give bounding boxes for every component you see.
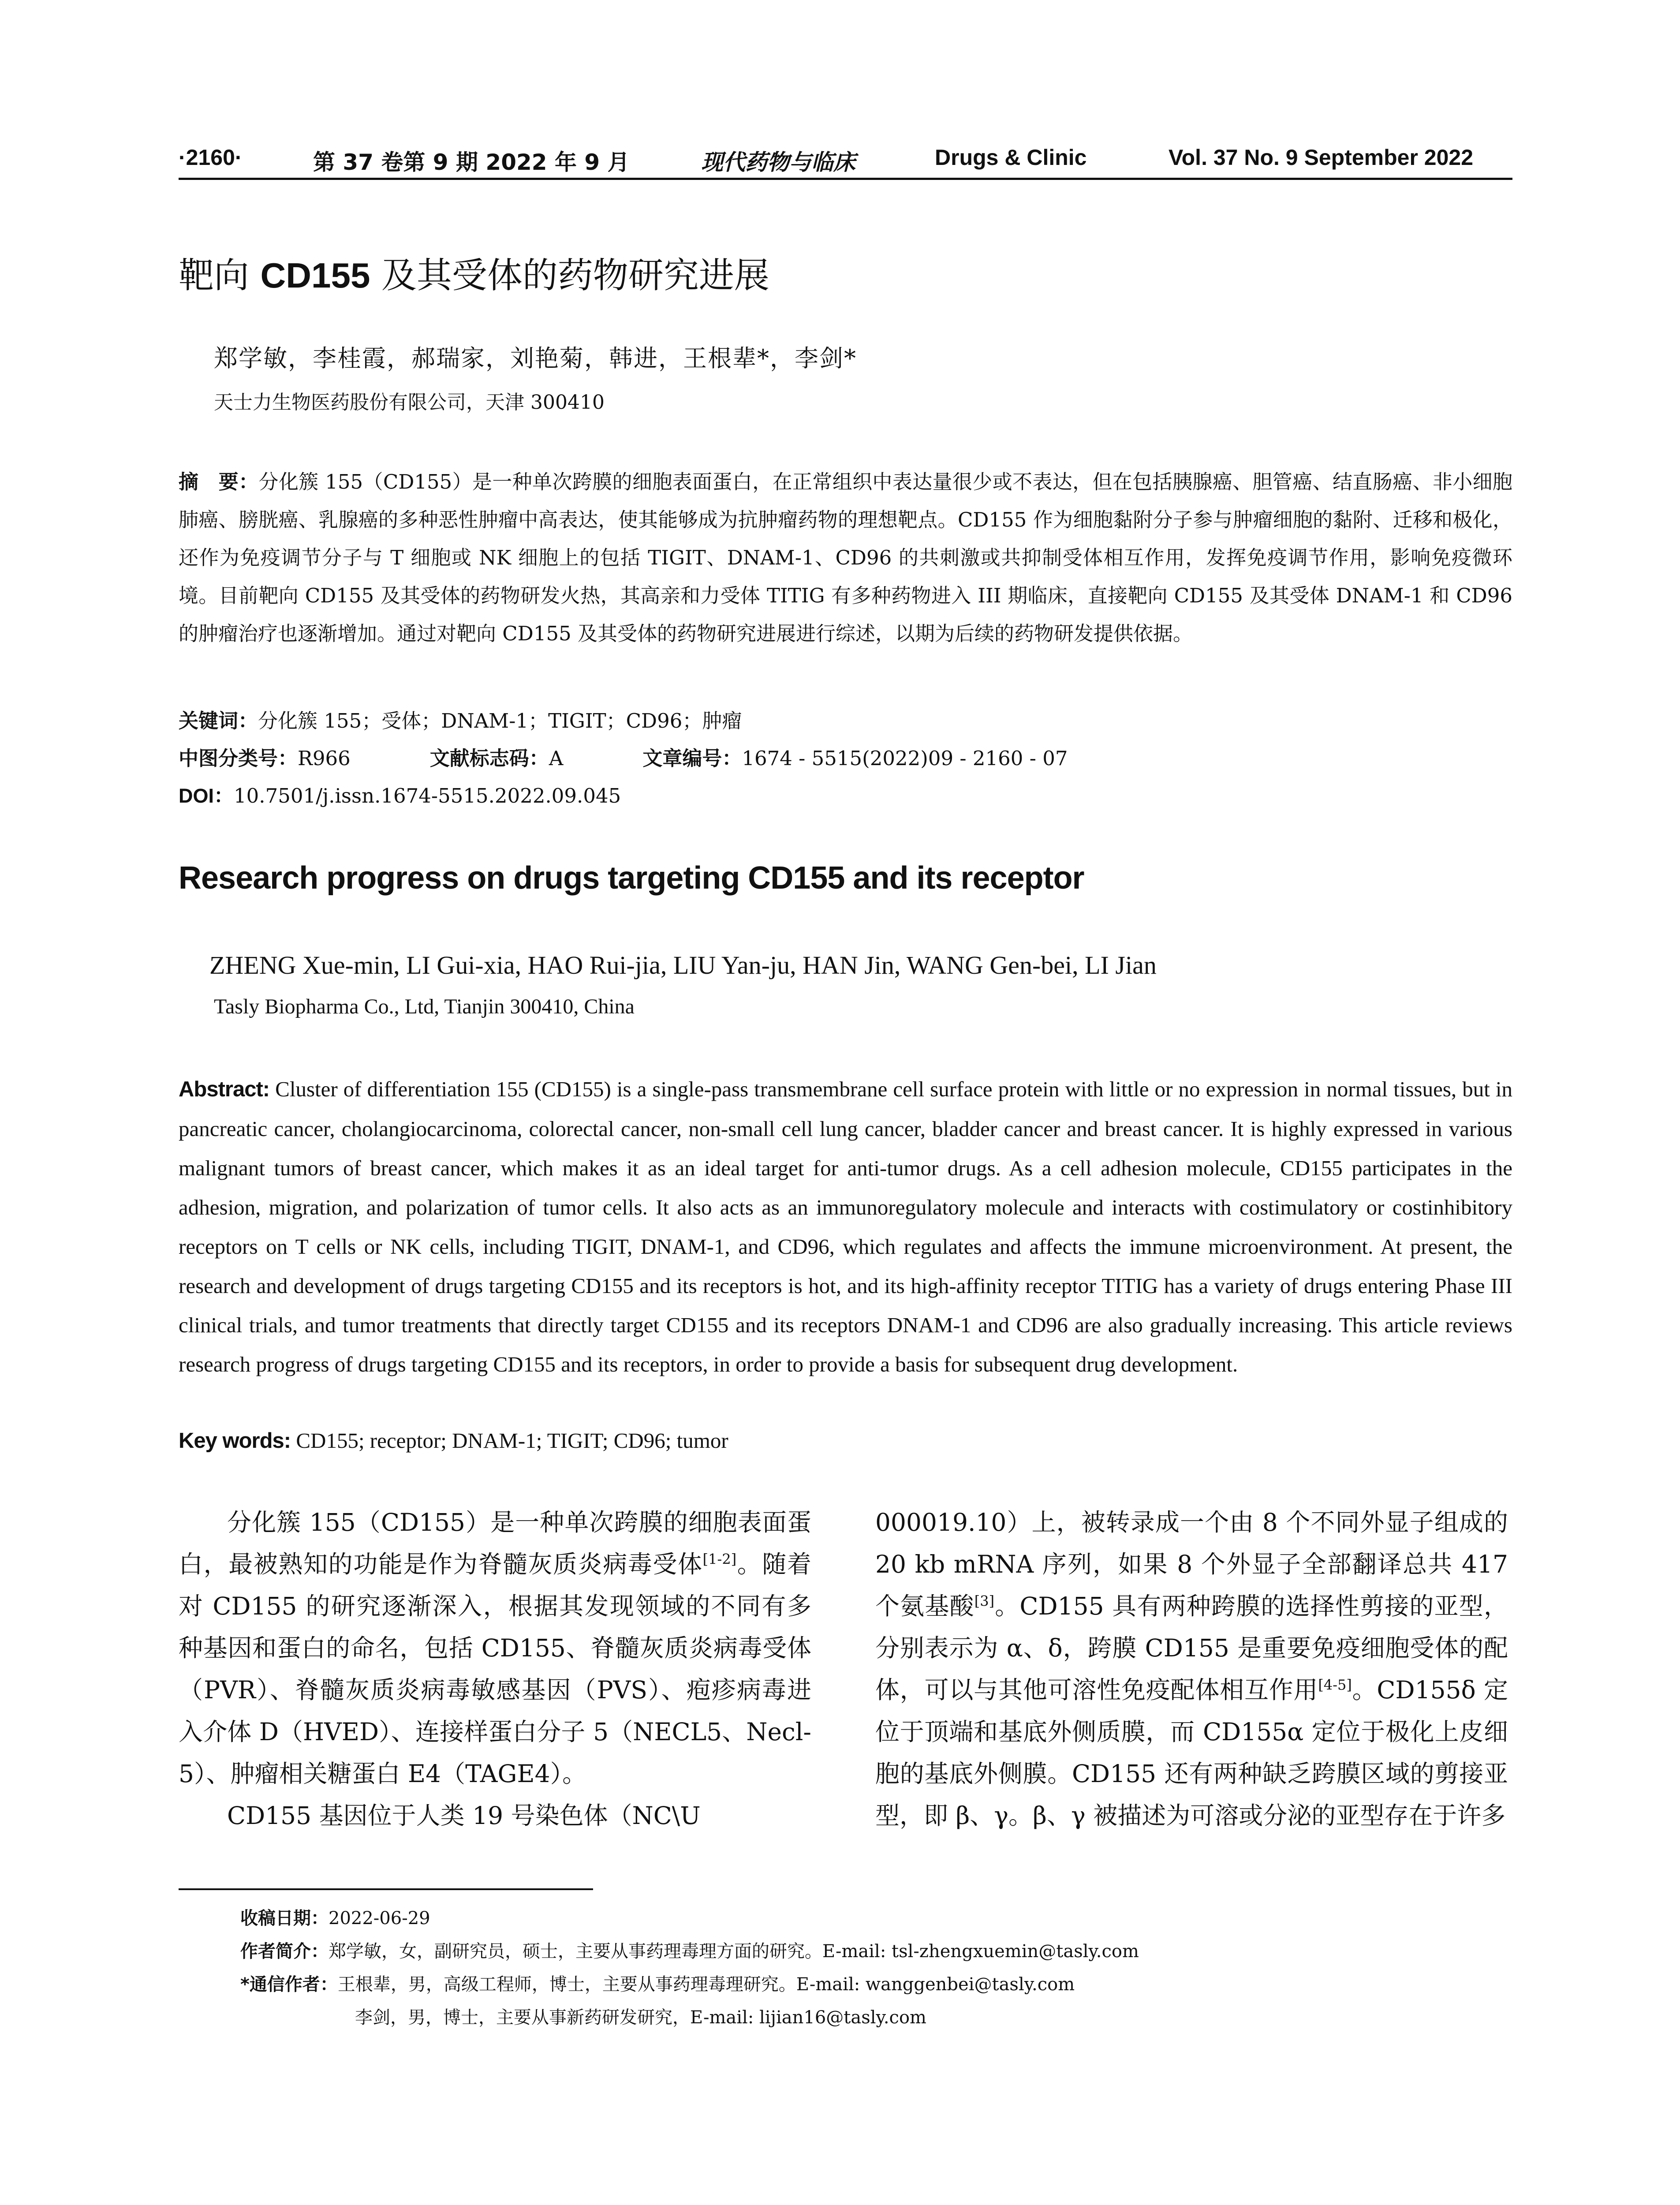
issue-en: Vol. 37 No. 9 September 2022: [1169, 145, 1474, 170]
citation-ref[interactable]: [1-2]: [702, 1551, 737, 1568]
footnote-corresponding-2: 李剑，男，博士，主要从事新药研发研究，E-mail: lijian16@tasly.com: [355, 2007, 926, 2028]
english-authors: ZHENG Xue-min, LI Gui-xia, HAO Rui-jia, LIU Yan-ju, HAN Jin, WANG Gen-bei, LI Jian: [209, 951, 1157, 979]
header-rule: [179, 178, 1512, 180]
english-title: Research progress on drugs targeting CD155 and its receptor: [179, 860, 1084, 896]
abstract-text-en: Cluster of differentiation 155 (CD155) is a single-pass transmembrane cell surface protein with little or no expression in normal tissues, but in pancreatic cancer, cholangiocarcinoma, colorectal cancer, non-small cell lung cancer, bladder cancer and breast cancer. It is highly expressed in various malignant tumors of breast cancer, which makes it as an ideal target for anti-tumor drugs. As a cell adhesion molecule, CD155 participates in the adhesion, migration, and polarization of tumor cells. It also acts as an immunoregulatory molecule and interacts with costimulatory or costinhibitory receptors on T cells or NK cells, including TIGIT, DNAM-1, and CD96, which regulates and affects the immune microenvironment. At present, the research and development of drugs targeting CD155 and its receptors is hot, and its high-affinity receptor TITIG has a variety of drugs entering Phase III clinical trials, and tumor treatments that directly target CD155 and its receptors DNAM-1 and CD96 are also gradually increasing. This article reviews research progress of drugs targeting CD155 and its receptors, in order to provide a basis for subsequent drug development.: [179, 1077, 1513, 1376]
body-column-left: [179, 1502, 811, 1837]
citation-ref[interactable]: [4-5]: [1318, 1676, 1352, 1693]
footnote-corresponding: *通信作者：王根辈，男，高级工程师，博士，主要从事药理毒理研究。E-mail: wanggenbei@tasly.com: [240, 1974, 1075, 1995]
page-number: ·2160·: [179, 145, 243, 170]
citation-ref[interactable]: [3]: [974, 1592, 995, 1610]
running-head: [179, 141, 1512, 181]
abstract-label-cn: 摘 要：: [179, 470, 259, 493]
chinese-keywords: 关键词：分化簇 155；受体；DNAM-1；TIGIT；CD96；肿瘤: [179, 709, 742, 733]
doi-link[interactable]: 10.7501/j.issn.1674-5515.2022.09.045: [234, 784, 621, 807]
english-abstract: [179, 1069, 1512, 1384]
footnote-author: 作者简介：郑学敏，女，副研究员，硕士，主要从事药理毒理方面的研究。E-mail: tsl-zhengxuemin@tasly.com: [240, 1941, 1139, 1962]
footnote-rule: [179, 1888, 593, 1890]
issue-cn: 第 37 卷第 9 期 2022 年 9 月: [313, 149, 630, 175]
body-column-right: [875, 1502, 1508, 1837]
english-keywords: Key words: CD155; receptor; DNAM-1; TIGIT; CD96; tumor: [179, 1428, 728, 1453]
chinese-authors: 郑学敏，李桂霞，郝瑞家，刘艳菊，韩进，王根辈*，李剑*: [214, 344, 857, 372]
chinese-affiliation: 天士力生物医药股份有限公司，天津 300410: [214, 391, 605, 414]
journal-name-en: Drugs & Clinic: [935, 145, 1087, 170]
chinese-abstract: [179, 463, 1512, 653]
doi-line: DOI：10.7501/j.issn.1674-5515.2022.09.045: [179, 784, 621, 807]
english-affiliation: Tasly Biopharma Co., Ltd, Tianjin 300410, China: [214, 995, 635, 1018]
footnote-received: 收稿日期：2022-06-29: [240, 1908, 430, 1928]
chinese-title: 靶向 CD155 及其受体的药物研究进展: [179, 255, 769, 296]
body-paragraph: 分化簇 155（CD155）是一种单次跨膜的细胞表面蛋白，最被熟知的功能是作为脊髓灰质炎病毒受体[1-2]。随着对 CD155 的研究逐渐深入，根据其发现领域的不同有多种基因和蛋白的命名，包括 CD155、脊髓灰质炎病毒受体（PVR）、脊髓灰质炎病毒敏感基因（PVS）、疱疹病毒进入介体 D（HVED）、连接样蛋白分子 5（NECL5、Necl-5）、肿瘤相关糖蛋白 E4（TAGE4）。: [179, 1508, 811, 1788]
body-paragraph: 000019.10）上，被转录成一个由 8 个不同外显子组成的 20 kb mRNA 序列，如果 8 个外显子全部翻译总共 417 个氨基酸[3]。CD155 具有两种跨膜的选择性剪接的亚型，分别表示为 α、δ，跨膜 CD155 是重要免疫细胞受体的配体，可以与其他可溶性免疫配体相互作用[4-5]。CD155δ 定位于顶端和基底外侧质膜，而 CD155α 定位于极化上皮细胞的基底外侧膜。CD155 还有两种缺乏跨膜区域的剪接亚型，即 β、γ。β、γ 被描述为可溶或分泌的亚型存在于许多: [875, 1508, 1508, 1830]
journal-name-cn: 现代药物与临床: [701, 149, 855, 175]
abstract-label-en: Abstract:: [179, 1077, 270, 1101]
body-paragraph: CD155 基因位于人类 19 号染色体（NC\U: [227, 1801, 701, 1830]
classification-line: 中图分类号：R966 文献标志码：A 文章编号：1674 - 5515(2022)09 - 2160 - 07: [179, 747, 1068, 770]
abstract-text-cn: 分化簇 155（CD155）是一种单次跨膜的细胞表面蛋白，在正常组织中表达量很少或不表达，但在包括胰腺癌、胆管癌、结直肠癌、非小细胞肺癌、膀胱癌、乳腺癌的多种恶性肿瘤中高表达，使其能够成为抗肿瘤药物的理想靶点。CD155 作为细胞黏附分子参与肿瘤细胞的黏附、迁移和极化，还作为免疫调节分子与 T 细胞或 NK 细胞上的包括 TIGIT、DNAM-1、CD96 的共刺激或共抑制受体相互作用，发挥免疫调节作用，影响免疫微环境。目前靶向 CD155 及其受体的药物研发火热，其高亲和力受体 TITIG 有多种药物进入 III 期临床，直接靶向 CD155 及其受体 DNAM-1 和 CD96 的肿瘤治疗也逐渐增加。通过对靶向 CD155 及其受体的药物研究进展进行综述，以期为后续的药物研发提供依据。: [179, 470, 1512, 645]
